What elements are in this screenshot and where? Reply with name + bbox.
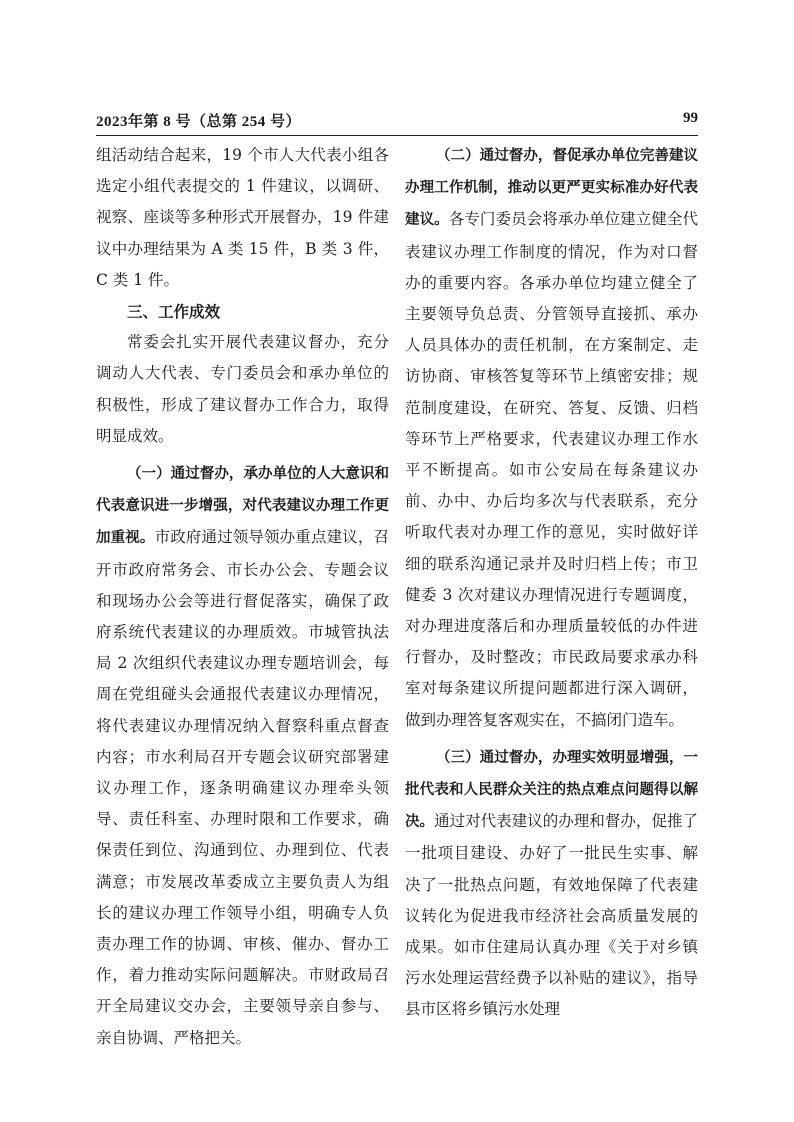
point-3-body: 通过对代表建议的办理和督办，促推了一批项目建设、办好了一批民生实事、解决了一批热点问题，有效地保障了代表建议转化为促进我市经济社会高质量发展的成果。如市住建局认真办理《关于对乡镇污水处理运营经费予以补贴的建议》，指导县市区将乡镇污水处理	[405, 812, 698, 1019]
paragraph-continuation: 组活动结合起来，19 个市人大代表小组各选定小组代表提交的 1 件建议，以调研、视察、座谈等多种形式开展督办，19 件建议中办理结果为 A 类 15 件，B 类 3 件，C 类 1 件。	[96, 146, 389, 289]
running-header	[96, 110, 698, 134]
header-rule	[96, 135, 698, 136]
point-3-lead: （三）通过督办，办理实效明显增强，一批代表和人民群众关注的热点难点问题得以解决。	[405, 749, 698, 831]
paragraph-point-1	[96, 458, 389, 1054]
point-1-body: 市政府通过领导领办重点建议，召开市政府常务会、市长办公会、专题会议和现场办公会等进行督促落实，确保了政府系统代表建议的办理质效。市城管执法局 2 次组织代表建议办理专题培训会，每周在党组碰头会通报代表建议办理情况，将代表建议办理情况纳入督察科重点督查内容；市水利局召开专题会议研究部署建议办理工作，逐条明确建议办理牵头领导、责任科室、办理时限和工作要求，确保责任到位、沟通到位、办理到位、代表满意；市发展改革委成立主要负责人为组长的建议办理工作领导小组，明确专人负责办理工作的协调、审核、催办、督办工作，着力推动实际问题解决。市财政局召开全局建议交办会，主要领导亲自参与、亲自协调、严格把关。	[96, 528, 389, 1047]
issue-label: 2023年第 8 号（总第 254 号）	[96, 114, 302, 130]
section-heading: 三、工作成效	[127, 302, 221, 322]
right-column	[405, 140, 698, 1026]
paragraph-point-2	[405, 140, 698, 736]
left-column	[96, 140, 389, 1054]
page-number: 99	[683, 110, 698, 126]
paragraph-intro: 常委会扎实开展代表建议督办，充分调动人大代表、专门委员会和承办单位的积极性，形成了建议督办工作合力，取得明显成效。	[96, 333, 389, 445]
point-1-lead: （一）通过督办，承办单位的人大意识和代表意识进一步增强，对代表建议办理工作更加重视。	[96, 466, 389, 547]
point-2-lead: （二）通过督办，督促承办单位完善建议办理工作机制，推动以更严更实标准办好代表建议。	[405, 148, 698, 229]
paragraph-point-3	[405, 742, 698, 1026]
point-2-body: 各专门委员会将承办单位建立健全代表建议办理工作制度的情况，作为对口督办的重要内容。各承办单位均建立健全了主要领导负总责、分管领导直接抓、承办人员具体办的责任机制，在方案制定、走访协商、审核答复等环节上缜密安排；规范制度建设，在研究、答复、反馈、归档等环节上严格要求，代表建议办理工作水平不断提高。如市公安局在每条建议办前、办中、办后均多次与代表联系，充分听取代表对办理工作的意见，实时做好详细的联系沟通记录并及时归档上传；市卫健委 3 次对建议办理情况进行专题调度，对办理进度落后和办理质量较低的办件进行督办，及时整改；市民政局要求承办科室对每条建议所提问题都进行深入调研，做到办理答复客观实在，不搞闭门造车。	[405, 210, 698, 729]
